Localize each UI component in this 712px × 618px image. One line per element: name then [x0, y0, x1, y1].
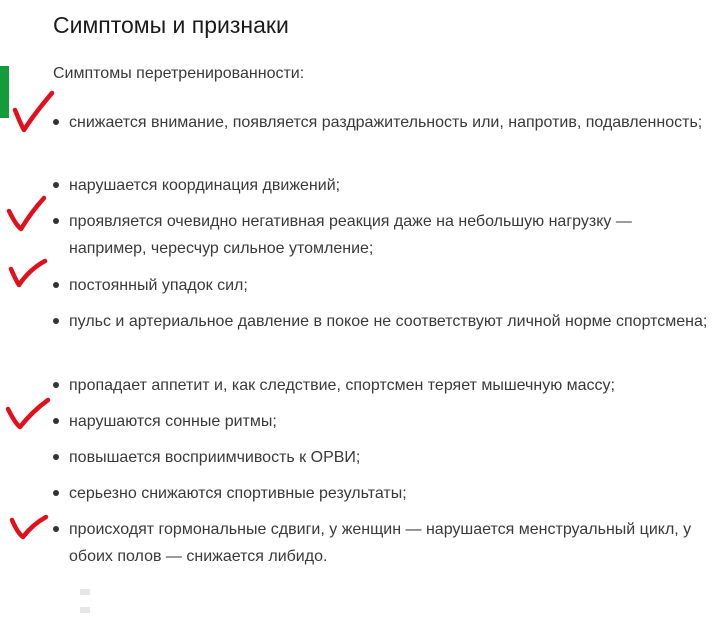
bullet-icon	[53, 382, 59, 388]
bullet-icon	[53, 454, 59, 460]
check-mark-icon	[12, 517, 46, 537]
list-item	[69, 208, 709, 262]
check-mark-icon	[9, 198, 44, 229]
bullet-icon	[53, 119, 59, 125]
list-item	[69, 308, 709, 335]
list-item	[69, 172, 709, 199]
check-mark-icon	[8, 400, 48, 427]
check-mark-icon	[11, 261, 45, 285]
list-item-text: происходят гормональные сдвиги, у женщин — нарушается менструальный цикл, у обоих полов — снижается либидо.	[69, 521, 692, 565]
list-item	[69, 272, 709, 299]
list-item-text: серьезно снижаются спортивные результаты;	[69, 485, 407, 502]
list-item	[69, 480, 709, 507]
bullet-icon	[53, 282, 59, 288]
section-accent-bar	[0, 66, 9, 118]
section-title: Симптомы и признаки	[53, 12, 289, 38]
list-item-text: нарушаются сонные ритмы;	[69, 413, 277, 430]
list-item	[69, 516, 709, 570]
next-content-fragment	[80, 582, 120, 588]
list-item	[69, 109, 709, 136]
bullet-icon	[53, 526, 59, 532]
list-item-text: проявляется очевидно негативная реакция даже на небольшую нагрузку — например, чересчур сильное утомление;	[69, 213, 632, 257]
list-item-text: постоянный упадок сил;	[69, 277, 248, 294]
list-item-text: снижается внимание, появляется раздражительность или, напротив, подавленность;	[69, 114, 703, 131]
list-item	[69, 444, 709, 471]
list-item	[69, 372, 709, 399]
list-item-text: пропадает аппетит и, как следствие, спортсмен теряет мышечную массу;	[69, 377, 615, 394]
bullet-icon	[53, 318, 59, 324]
bullet-icon	[53, 418, 59, 424]
check-mark-icon	[15, 93, 52, 130]
list-item-text: повышается восприимчивость к ОРВИ;	[69, 449, 361, 466]
list-item-text: нарушается координация движений;	[69, 177, 341, 194]
bullet-icon	[53, 490, 59, 496]
intro-text: Симптомы перетренированности:	[53, 65, 305, 82]
bullet-icon	[53, 218, 59, 224]
bullet-icon	[53, 182, 59, 188]
list-item	[69, 408, 709, 435]
list-item-text: пульс и артериальное давление в покое не соответствуют личной норме спортсмена;	[69, 313, 708, 330]
